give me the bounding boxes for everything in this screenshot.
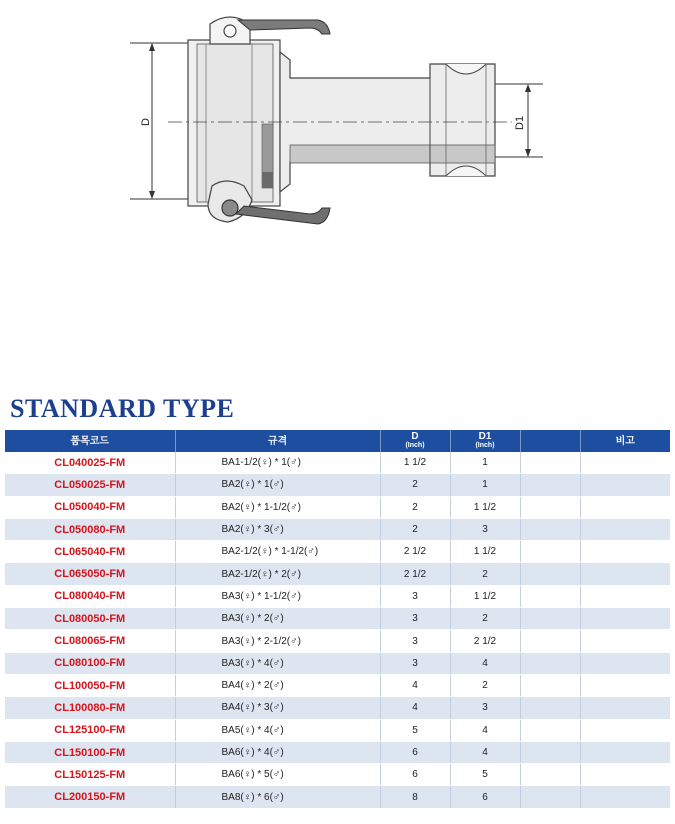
spec-cell: BA4(♀) * 2(♂) (175, 674, 380, 696)
header-d1-unit: (Inch) (475, 442, 495, 449)
table-row (5, 541, 670, 563)
spec-cell: BA3(♀) * 1-1/2(♂) (175, 585, 380, 607)
table-row (5, 474, 670, 496)
d-cell: 4 (380, 674, 450, 696)
spec-cell: BA2(♀) * 1-1/2(♂) (175, 496, 380, 518)
header-d (380, 430, 450, 452)
d-cell: 3 (380, 652, 450, 674)
note-cell (580, 674, 670, 696)
product-code-cell: CL200150-FM (5, 786, 175, 808)
product-code-cell: CL065040-FM (5, 541, 175, 563)
note-cell (580, 741, 670, 763)
note-cell (580, 496, 670, 518)
d-cell: 4 (380, 697, 450, 719)
coupler-body (188, 40, 280, 206)
product-code-cell: CL125100-FM (5, 719, 175, 741)
note-cell (580, 518, 670, 540)
product-code-cell: CL040025-FM (5, 452, 175, 474)
d-arrow-bottom (149, 191, 155, 199)
d-cell: 6 (380, 741, 450, 763)
header-d1 (450, 430, 520, 452)
product-code-cell: CL100050-FM (5, 674, 175, 696)
blank-cell (520, 786, 580, 808)
spec-cell: BA2(♀) * 3(♂) (175, 518, 380, 540)
table-row (5, 518, 670, 540)
blank-cell (520, 563, 580, 585)
product-code-cell: CL080050-FM (5, 608, 175, 630)
product-code-cell: CL050080-FM (5, 518, 175, 540)
spec-cell: BA6(♀) * 5(♂) (175, 764, 380, 786)
d1-cell: 1 1/2 (450, 585, 520, 607)
note-cell (580, 630, 670, 652)
d-cell: 5 (380, 719, 450, 741)
table-row (5, 496, 670, 518)
d1-cell: 2 (450, 608, 520, 630)
table-row (5, 719, 670, 741)
table-row (5, 608, 670, 630)
note-cell (580, 474, 670, 496)
spec-cell: BA3(♀) * 2(♂) (175, 608, 380, 630)
blank-cell (520, 719, 580, 741)
table-row (5, 630, 670, 652)
d-cell: 8 (380, 786, 450, 808)
spec-table (5, 430, 670, 809)
d1-cell: 2 1/2 (450, 630, 520, 652)
d1-cell: 5 (450, 764, 520, 786)
d-cell: 3 (380, 585, 450, 607)
product-code-cell: CL080040-FM (5, 585, 175, 607)
header-d1-label: D1 (478, 431, 492, 442)
blank-cell (520, 474, 580, 496)
blank-cell (520, 741, 580, 763)
product-code-cell: CL150125-FM (5, 764, 175, 786)
table-row (5, 452, 670, 474)
header-d-label: D (411, 431, 419, 442)
blank-cell (520, 674, 580, 696)
d1-cell: 1 (450, 452, 520, 474)
blank-cell (520, 630, 580, 652)
note-cell (580, 719, 670, 741)
d1-cell: 1 (450, 474, 520, 496)
spec-cell: BA3(♀) * 4(♂) (175, 652, 380, 674)
d-dimension-label: D (140, 118, 152, 126)
spec-cell: BA2-1/2(♀) * 1-1/2(♂) (175, 541, 380, 563)
d1-cell: 4 (450, 652, 520, 674)
note-cell (580, 452, 670, 474)
spec-cell: BA6(♀) * 4(♂) (175, 741, 380, 763)
d-cell: 3 (380, 608, 450, 630)
section-title: STANDARD TYPE (10, 394, 235, 423)
note-cell (580, 608, 670, 630)
spec-cell: BA1-1/2(♀) * 1(♂) (175, 452, 380, 474)
d1-cell: 6 (450, 786, 520, 808)
blank-cell (520, 585, 580, 607)
product-code-cell: CL150100-FM (5, 741, 175, 763)
product-code-cell: CL080100-FM (5, 652, 175, 674)
d-cell: 2 (380, 518, 450, 540)
table-row (5, 563, 670, 585)
spec-cell: BA3(♀) * 2-1/2(♂) (175, 630, 380, 652)
blank-cell (520, 518, 580, 540)
note-cell (580, 541, 670, 563)
table-row (5, 652, 670, 674)
d-cell: 3 (380, 630, 450, 652)
d1-dimension-label: D1 (514, 115, 526, 130)
product-code-cell: CL050025-FM (5, 474, 175, 496)
d1-cell: 4 (450, 719, 520, 741)
spec-cell: BA5(♀) * 4(♂) (175, 719, 380, 741)
d1-cell: 1 1/2 (450, 496, 520, 518)
header-code: 품목코드 (5, 430, 175, 452)
table-row (5, 674, 670, 696)
table-row (5, 741, 670, 763)
blank-cell (520, 496, 580, 518)
blank-cell (520, 652, 580, 674)
note-cell (580, 697, 670, 719)
table-row (5, 786, 670, 808)
note-cell (580, 652, 670, 674)
table-header-row (5, 430, 670, 452)
d1-cell: 3 (450, 518, 520, 540)
header-spec: 규격 (175, 430, 380, 452)
spec-cell: BA2(♀) * 1(♂) (175, 474, 380, 496)
note-cell (580, 786, 670, 808)
blank-cell (520, 764, 580, 786)
product-code-cell: CL050040-FM (5, 496, 175, 518)
d1-cell: 2 (450, 563, 520, 585)
product-code-cell: CL100080-FM (5, 697, 175, 719)
d-cell: 6 (380, 764, 450, 786)
header-d-unit: (Inch) (405, 442, 425, 449)
d1-cell: 4 (450, 741, 520, 763)
spec-cell: BA4(♀) * 3(♂) (175, 697, 380, 719)
note-cell (580, 585, 670, 607)
d-cell: 2 (380, 474, 450, 496)
table-row (5, 585, 670, 607)
blank-cell (520, 452, 580, 474)
blank-cell (520, 541, 580, 563)
blank-cell (520, 697, 580, 719)
d-arrow-top (149, 43, 155, 51)
header-blank (520, 430, 580, 452)
spec-cell: BA2-1/2(♀) * 2(♂) (175, 563, 380, 585)
d1-cell: 3 (450, 697, 520, 719)
d1-arrow-top (525, 84, 531, 92)
blank-cell (520, 608, 580, 630)
d1-cell: 1 1/2 (450, 541, 520, 563)
table-row (5, 764, 670, 786)
d-cell: 2 1/2 (380, 541, 450, 563)
spec-cell: BA8(♀) * 6(♂) (175, 786, 380, 808)
table-row (5, 697, 670, 719)
d-cell: 1 1/2 (380, 452, 450, 474)
d1-arrow-bottom (525, 149, 531, 157)
coupling-technical-drawing (0, 0, 675, 240)
d-cell: 2 1/2 (380, 563, 450, 585)
d-cell: 2 (380, 496, 450, 518)
note-cell (580, 764, 670, 786)
header-note: 비고 (580, 430, 670, 452)
note-cell (580, 563, 670, 585)
product-code-cell: CL080065-FM (5, 630, 175, 652)
d1-cell: 2 (450, 674, 520, 696)
product-code-cell: CL065050-FM (5, 563, 175, 585)
